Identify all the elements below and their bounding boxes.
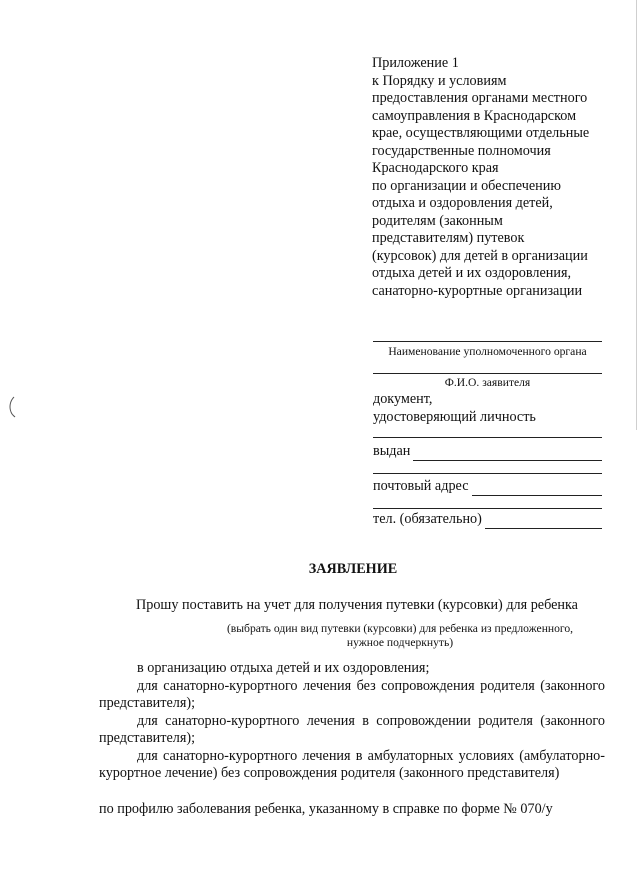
annex-line: самоуправления в Краснодарском	[372, 107, 577, 124]
annex-line: Краснодарского края	[372, 160, 499, 176]
document-line[interactable]	[373, 437, 602, 438]
issued-label: выдан	[373, 443, 411, 459]
authority-caption: Наименование уполномоченного органа	[388, 345, 587, 358]
issued-line-2[interactable]	[373, 473, 602, 474]
annex-header	[372, 55, 612, 300]
annex-line: отдыха детей и их оздоровления,	[372, 265, 572, 281]
hint-line: (выбрать один вид путевки (курсовки) для ребенка из предложенного,	[226, 622, 574, 635]
postal-line-2[interactable]	[373, 508, 602, 509]
postal-input-line[interactable]	[472, 482, 603, 496]
annex-line: к Порядку и условиям	[372, 72, 507, 89]
annex-line: предоставления органами местного	[372, 90, 588, 106]
hint-line: нужное подчеркнуть)	[346, 636, 454, 649]
request-text: Прошу поставить на учет для получения путевки (курсовки) для ребенка	[136, 597, 578, 613]
phone-input-line[interactable]	[485, 515, 602, 529]
option-sanatorium-accompanied[interactable]: для санаторно-курортного лечения в сопровождении родителя (законного представителя);	[99, 712, 605, 746]
annex-line: отдыха и оздоровления детей,	[372, 195, 553, 211]
postal-label: почтовый адрес	[373, 478, 469, 494]
annex-line: Приложение 1	[372, 55, 459, 71]
annex-line: крае, осуществляющими отдельные	[372, 125, 590, 141]
annex-line: санаторно-курортные организации	[372, 282, 583, 299]
annex-line: представителям) путевок	[372, 230, 525, 246]
profile-text: по профилю заболевания ребенка, указанному в справке по форме № 070/у	[99, 801, 553, 817]
applicant-caption: Ф.И.О. заявителя	[444, 376, 531, 389]
document-label-2: удостоверяющий личность	[373, 409, 536, 425]
document-title: ЗАЯВЛЕНИЕ	[308, 561, 398, 577]
phone-label: тел. (обязательно)	[373, 511, 482, 527]
postal-field	[373, 478, 602, 496]
selection-hint	[130, 622, 640, 650]
option-camp[interactable]: в организацию отдыха детей и их оздоровления;	[137, 660, 430, 676]
scan-mark	[8, 396, 16, 418]
annex-line: государственные полномочия	[372, 142, 551, 159]
phone-field	[373, 511, 602, 529]
applicant-name-line[interactable]	[373, 373, 602, 374]
scan-edge	[636, 0, 637, 430]
voucher-options	[99, 660, 605, 783]
issued-field	[373, 443, 602, 461]
annex-line: по организации и обеспечению	[372, 177, 561, 194]
annex-line: (курсовок) для детей в организации	[372, 247, 588, 264]
document-label-1: документ,	[373, 391, 433, 407]
issued-input-line[interactable]	[413, 447, 602, 461]
option-outpatient[interactable]: для санаторно-курортного лечения в амбулаторных условиях (амбулаторно-курортное лечение) без сопровождения родителя (законного представителя)	[99, 747, 605, 781]
option-sanatorium-unaccompanied[interactable]: для санаторно-курортного лечения без сопровождения родителя (законного представителя);	[99, 677, 605, 711]
authority-name-line[interactable]	[373, 341, 602, 342]
annex-line: родителям (законным	[372, 212, 503, 229]
